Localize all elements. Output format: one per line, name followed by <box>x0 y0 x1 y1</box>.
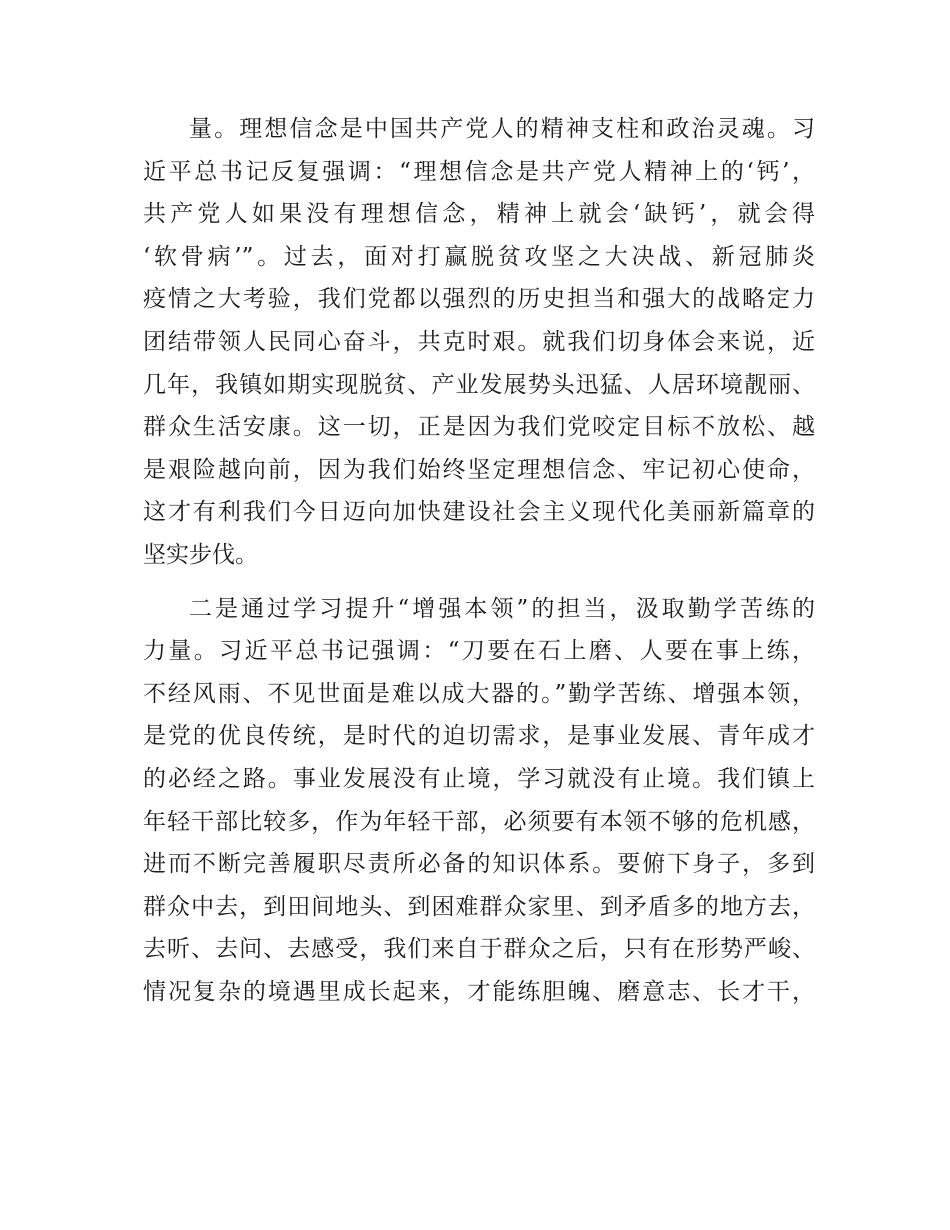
text-line: 不经风雨、不见世面是难以成大器的。”勤学苦练、增强本领， <box>143 680 815 707</box>
text-line: 去听、去问、去感受，我们来自于群众之后，只有在形势严峻、 <box>143 936 815 963</box>
text-line: 共产党人如果没有理想信念，精神上就会‘缺钙’，就会得 <box>143 201 815 228</box>
text-line: 二是通过学习提升“增强本领”的担当，汲取勤学苦练的 <box>189 595 815 622</box>
text-line: 量。理想信念是中国共产党人的精神支柱和政治灵魂。习 <box>189 116 815 142</box>
text-line: 情况复杂的境遇里成长起来，才能练胆魄、磨意志、长才干， <box>143 978 815 1005</box>
text-line: 近平总书记反复强调：“理想信念是共产党人精神上的‘钙’， <box>143 158 815 185</box>
text-line: ‘软骨病’”。过去，面对打赢脱贫攻坚之大决战、新冠肺炎 <box>143 243 815 270</box>
text-line: 几年，我镇如期实现脱贫、产业发展势头迅猛、人居环境靓丽、 <box>143 371 815 398</box>
text-line: 坚实步伐。 <box>143 541 258 568</box>
paragraph-1 <box>143 108 815 577</box>
text-line: 是党的优良传统，是时代的迫切需求，是事业发展、青年成才 <box>143 723 815 750</box>
text-line: 群众中去，到田间地头、到困难群众家里、到矛盾多的地方去， <box>143 893 815 920</box>
paragraph-gap <box>143 577 815 588</box>
text-line: 团结带领人民同心奋斗，共克时艰。就我们切身体会来说，近 <box>143 328 815 355</box>
body-text <box>143 108 815 1013</box>
paragraph-2 <box>143 588 815 1014</box>
text-line: 疫情之大考验，我们党都以强烈的历史担当和强大的战略定力 <box>143 286 815 313</box>
text-line: 进而不断完善履职尽责所必备的知识体系。要俯下身子，多到 <box>143 851 815 878</box>
text-line: 群众生活安康。这一切，正是因为我们党咬定目标不放松、越 <box>143 414 815 441</box>
text-line: 的必经之路。事业发展没有止境，学习就没有止境。我们镇上 <box>143 765 815 792</box>
text-line: 是艰险越向前，因为我们始终坚定理想信念、牢记初心使命， <box>143 456 815 483</box>
text-line: 力量。习近平总书记强调：“刀要在石上磨、人要在事上练， <box>143 638 815 665</box>
text-line: 年轻干部比较多，作为年轻干部，必须要有本领不够的危机感， <box>143 808 815 835</box>
text-line: 这才有利我们今日迈向加快建设社会主义现代化美丽新篇章的 <box>143 499 815 526</box>
